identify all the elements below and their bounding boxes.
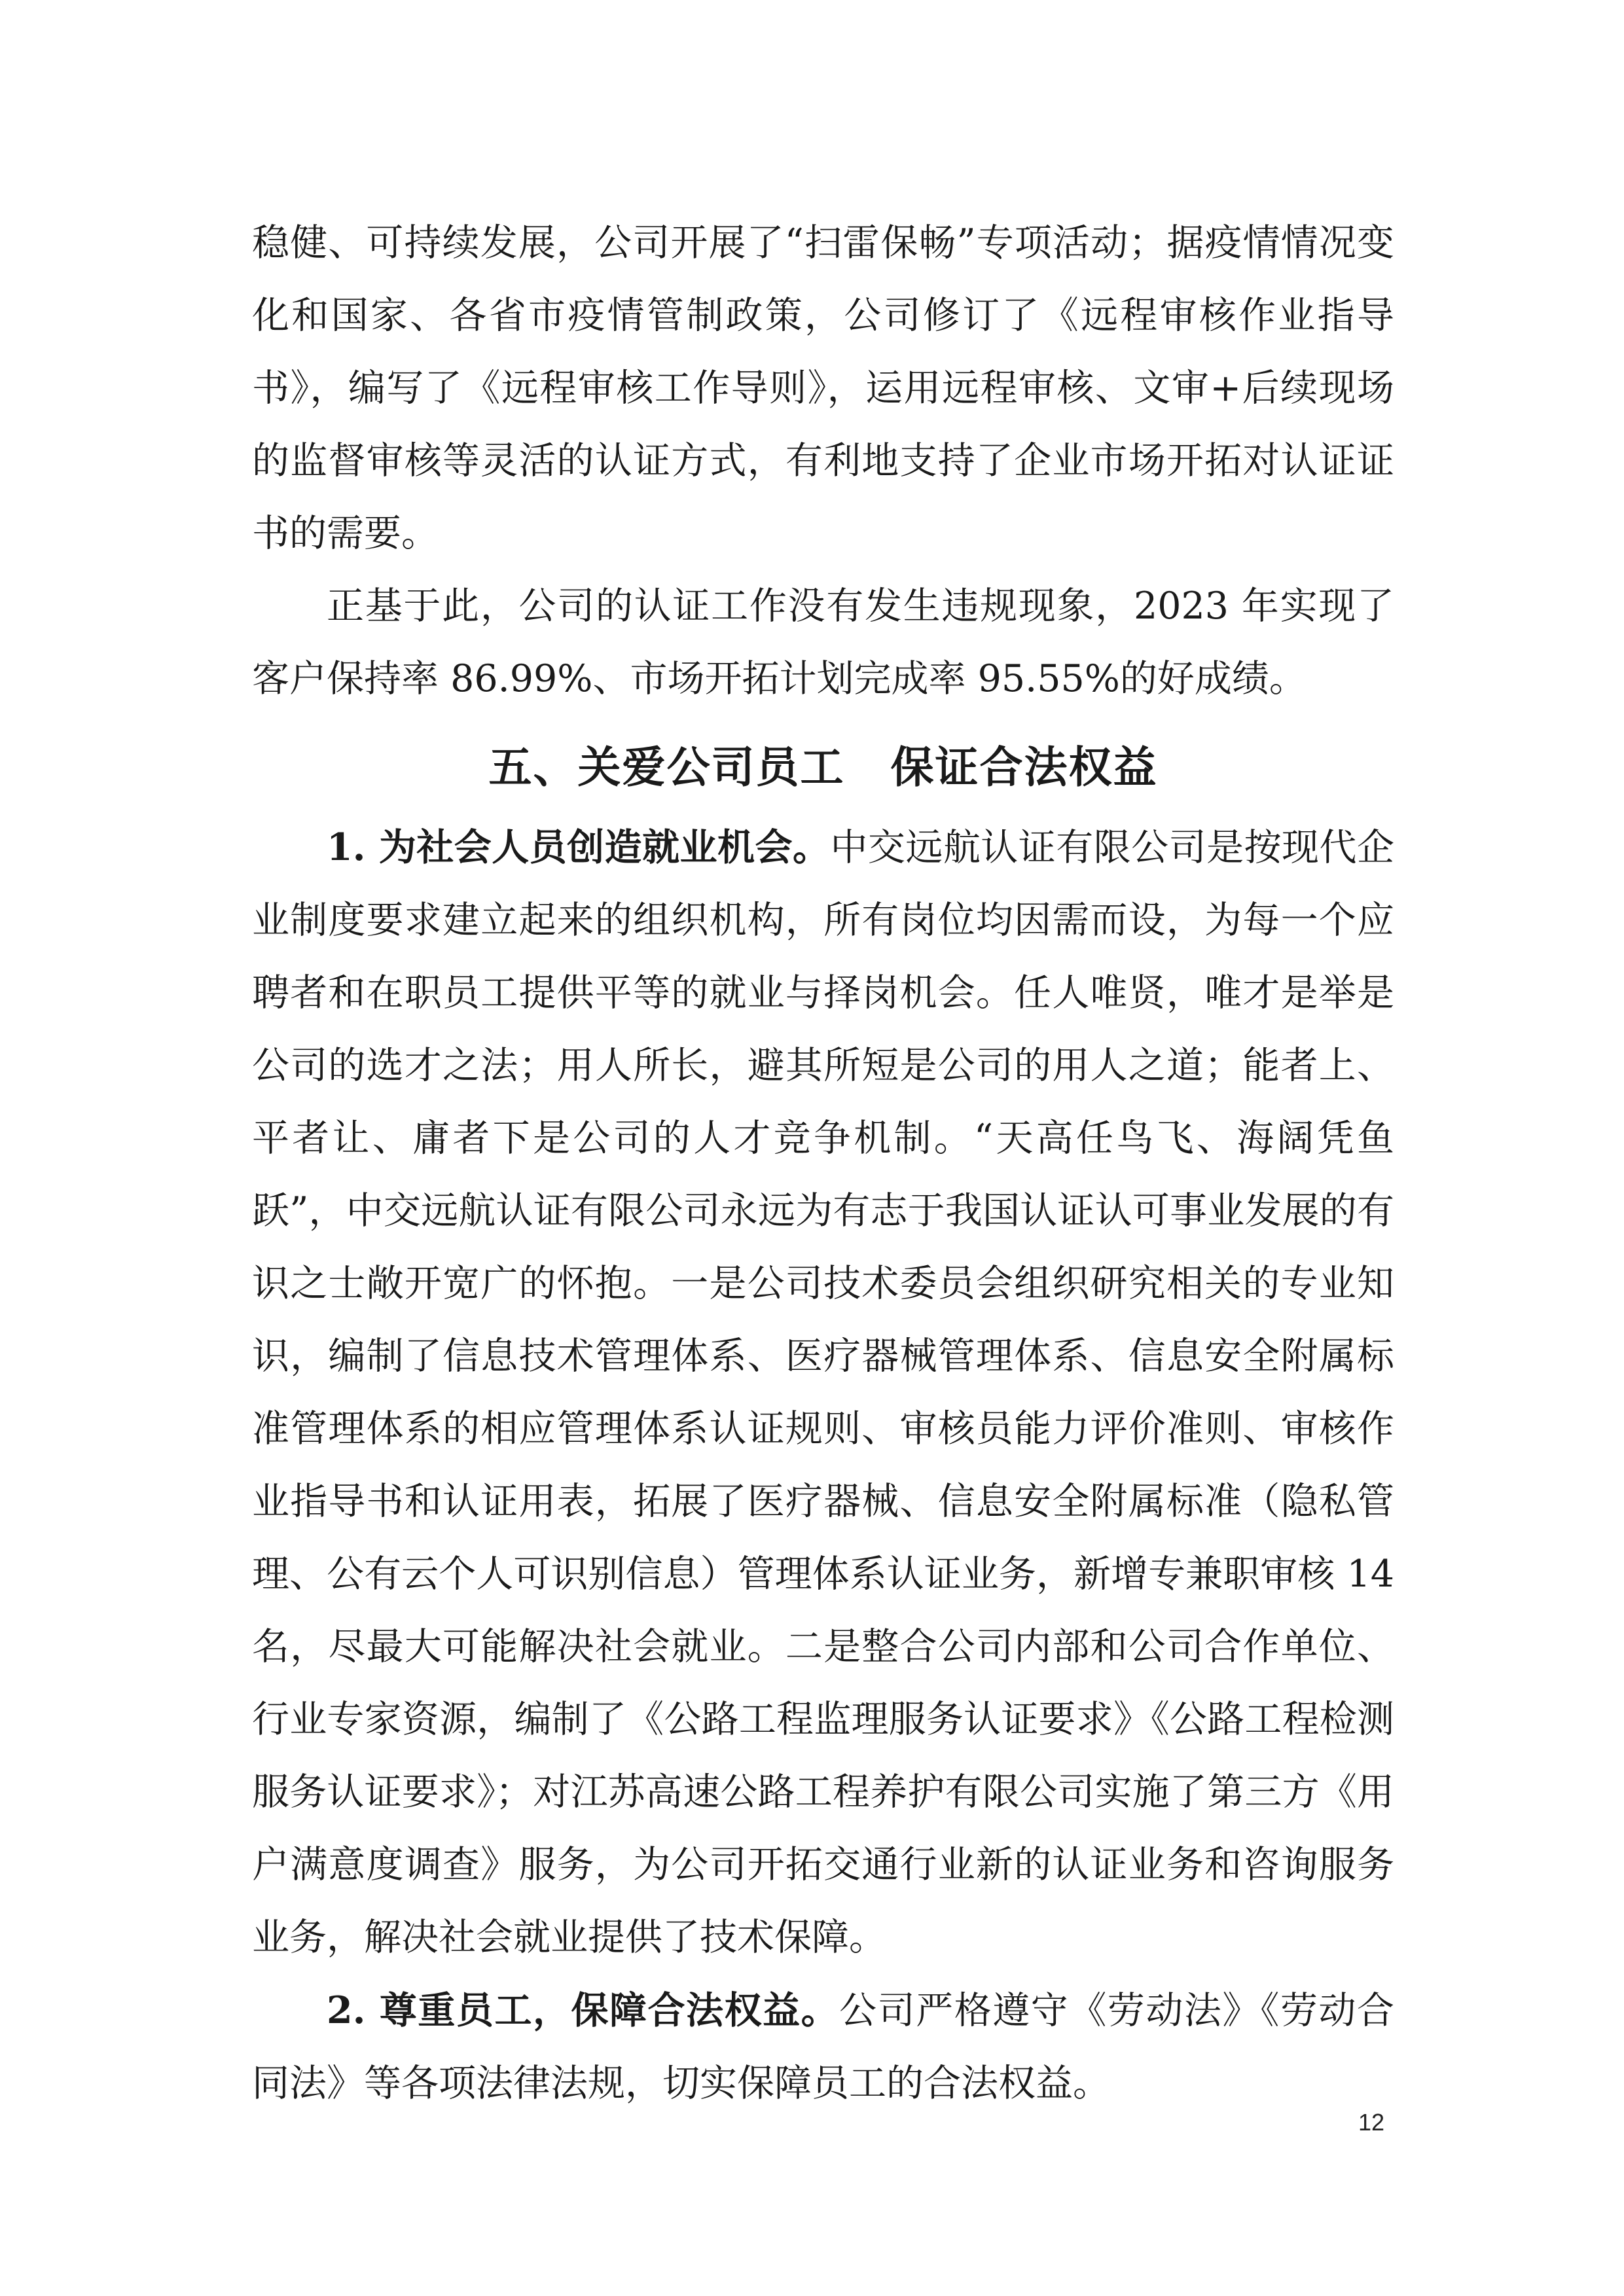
section-heading-part2: 保证合法权益 — [890, 742, 1158, 793]
item1-lead: 1. 为社会人员创造就业机会。 — [327, 825, 831, 869]
continuation-paragraph: 稳健、可持续发展，公司开展了“扫雷保畅”专项活动；据疫情情况变化和国家、各省市疫情管制政策，公司修订了《远程审核作业指导书》，编写了《远程审核工作导则》，运用远程审核、文审+后续现场的监督审核等灵活的认证方式，有利地支持了企业市场开拓对认证证书的需要。 — [252, 221, 1394, 555]
page-content — [252, 207, 1394, 2120]
item2-lead: 2. 尊重员工，保障合法权益。 — [327, 1988, 840, 2032]
page-number: 12 — [1358, 2109, 1385, 2136]
item1-paragraph — [252, 811, 1394, 1974]
item1-body: 中交远航认证有限公司是按现代企业制度要求建立起来的组织机构，所有岗位均因需而设，为每一个应聘者和在职员工提供平等的就业与择岗机会。任人唯贤，唯才是举是公司的选才之法；用人所长，避其所短是公司的用人之道；能者上、平者让、庸者下是公司的人才竞争机制。“天高任鸟飞、海阔凭鱼跃”，中交远航认证有限公司永远为有志于我国认证认可事业发展的有识之士敞开宽广的怀抱。一是公司技术委员会组织研究相关的专业知识，编制了信息技术管理体系、医疗器械管理体系、信息安全附属标准管理体系的相应管理体系认证规则、审核员能力评价准则、审核作业指导书和认证用表，拓展了医疗器械、信息安全附属标准（隐私管理、公有云个人可识别信息）管理体系认证业务，新增专兼职审核 14 名，尽最大可能解决社会就业。二是整合公司内部和公司合作单位、行业专家资源，编制了《公路工程监理服务认证要求》《公路工程检测服务认证要求》；对江苏高速公路工程养护有限公司实施了第三方《用户满意度调查》服务，为公司开拓交通行业新的认证业务和咨询服务业务，解决社会就业提供了技术保障。 — [252, 826, 1394, 1959]
item2-body: 公司严格遵守《劳动法》《劳动合同法》等各项法律法规，切实保障员工的合法权益。 — [252, 1989, 1395, 2105]
section-heading — [252, 725, 1394, 810]
result-paragraph: 正基于此，公司的认证工作没有发生违规现象，2023 年实现了客户保持率 86.99%、市场开拓计划完成率 95.55%的好成绩。 — [252, 584, 1394, 700]
section-heading-part1: 五、关爱公司员工 — [488, 742, 845, 793]
item2-paragraph — [252, 1974, 1394, 2120]
